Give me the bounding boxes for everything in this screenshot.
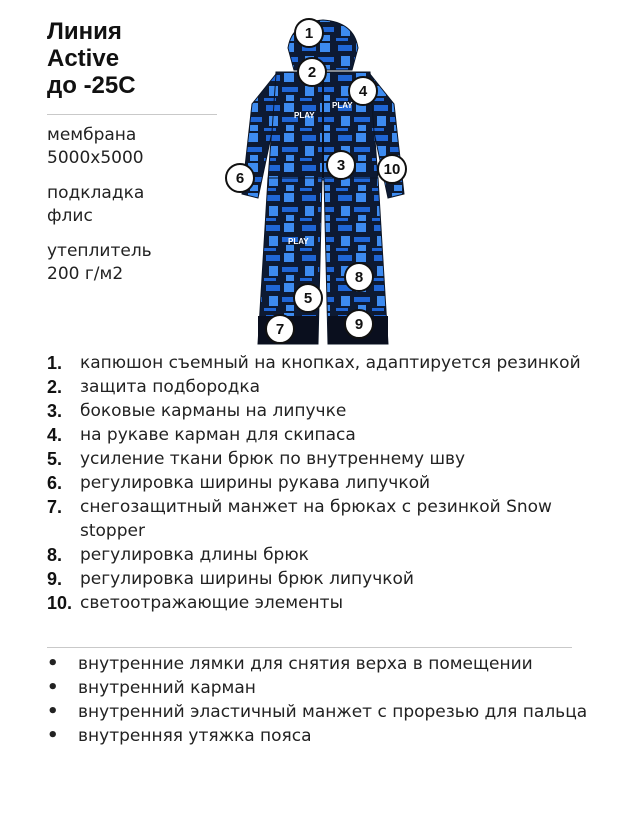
- item-text: капюшон съемный на кнопках, адаптируется резинкой: [80, 353, 581, 373]
- callout-7: 7: [265, 314, 295, 344]
- callout-5: 5: [293, 283, 323, 313]
- feature-list: [47, 351, 607, 615]
- spec-insulation: [47, 240, 152, 286]
- extras-list: [47, 652, 607, 748]
- item-number: 4.: [47, 425, 63, 445]
- item-text: регулировка длины брюк: [80, 545, 309, 565]
- callout-9: 9: [344, 309, 374, 339]
- list-item: [47, 351, 607, 375]
- list-item: [47, 423, 607, 447]
- callout-2: 2: [297, 57, 327, 87]
- item-number: 7.: [47, 497, 63, 517]
- item-number: 10.: [47, 593, 73, 613]
- item-number: 5.: [47, 449, 63, 469]
- item-text: регулировка ширины брюк липучкой: [80, 569, 414, 589]
- spec-label: подкладка: [47, 183, 145, 203]
- svg-text:PLAY: PLAY: [288, 237, 309, 246]
- list-item: [47, 652, 607, 676]
- item-text: защита подбородка: [80, 377, 261, 397]
- bullet: •: [47, 701, 59, 722]
- spec-list: [47, 124, 152, 298]
- bullet: •: [47, 653, 59, 674]
- item-text: внутренний карман: [78, 678, 256, 698]
- item-number: 3.: [47, 401, 63, 421]
- divider-top: [47, 114, 217, 115]
- list-item: [47, 399, 607, 423]
- bullet: •: [47, 677, 59, 698]
- spec-lining: [47, 182, 152, 228]
- item-text: внутренние лямки для снятия верха в помещении: [78, 654, 533, 674]
- item-text: усиление ткани брюк по внутреннему шву: [80, 449, 466, 469]
- list-item: [47, 543, 607, 567]
- list-item: [47, 724, 607, 748]
- callout-8: 8: [344, 262, 374, 292]
- callout-4: 4: [348, 76, 378, 106]
- callout-3: 3: [326, 150, 356, 180]
- item-number: 6.: [47, 473, 63, 493]
- title-line-2: Active: [47, 45, 120, 72]
- spec-value: 200 г/м2: [47, 264, 124, 284]
- callout-10: 10: [377, 154, 407, 184]
- spec-value: флис: [47, 206, 93, 226]
- product-title: [47, 18, 136, 99]
- spec-value: 5000х5000: [47, 148, 144, 168]
- spec-membrane: [47, 124, 152, 170]
- callout-1: 1: [294, 18, 324, 48]
- list-item: [47, 591, 607, 615]
- title-line-3: до -25С: [47, 72, 136, 99]
- item-text: внутренняя утяжка пояса: [78, 726, 312, 746]
- item-text: регулировка ширины рукава липучкой: [80, 473, 431, 493]
- item-text: снегозащитный манжет на брюках с резинкой Snow stopper: [80, 497, 552, 541]
- item-text: светоотражающие элементы: [80, 593, 343, 613]
- spec-label: утеплитель: [47, 241, 152, 261]
- spec-label: мембрана: [47, 125, 137, 145]
- product-figure: [228, 12, 418, 346]
- list-item: [47, 447, 607, 471]
- item-text: боковые карманы на липучке: [80, 401, 347, 421]
- item-number: 2.: [47, 377, 63, 397]
- item-number: 1.: [47, 353, 63, 373]
- list-item: [47, 375, 607, 399]
- item-text: внутренний эластичный манжет с прорезью для пальца: [78, 702, 588, 722]
- list-item: [47, 700, 607, 724]
- list-item: [47, 567, 607, 591]
- item-text: на рукаве карман для скипаса: [80, 425, 356, 445]
- item-number: 9.: [47, 569, 63, 589]
- svg-text:PLAY: PLAY: [294, 111, 315, 120]
- list-item: [47, 471, 607, 495]
- item-number: 8.: [47, 545, 63, 565]
- bullet: •: [47, 725, 59, 746]
- svg-text:PLAY: PLAY: [332, 101, 353, 110]
- callout-6: 6: [225, 163, 255, 193]
- list-item: [47, 495, 607, 543]
- list-item: [47, 676, 607, 700]
- title-line-1: Линия: [47, 18, 122, 45]
- divider-bottom: [47, 647, 572, 648]
